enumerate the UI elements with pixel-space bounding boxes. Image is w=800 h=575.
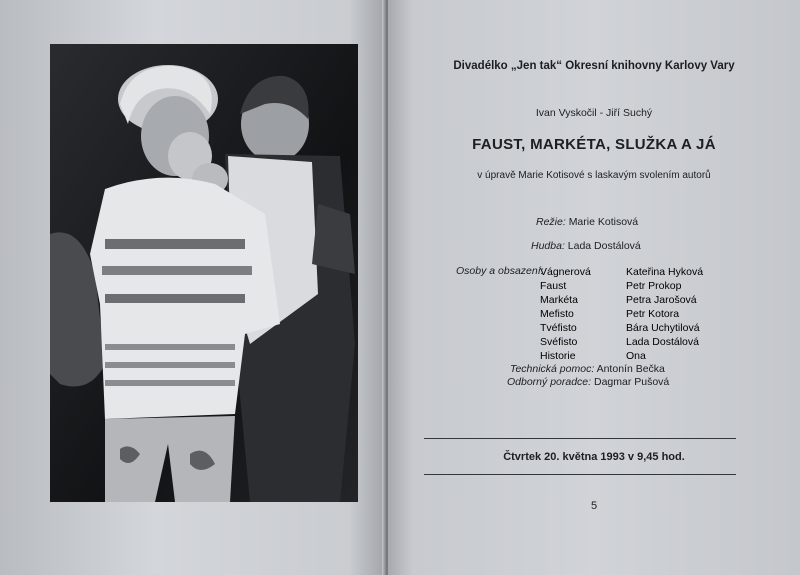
cast-actor: Kateřina Hyková xyxy=(626,266,704,278)
music-credit xyxy=(531,240,641,252)
cast-actor: Petra Jarošová xyxy=(626,294,697,306)
cast-role: Markéta xyxy=(540,294,578,306)
right-page xyxy=(388,0,800,575)
technical-help-value: Antonín Bečka xyxy=(596,363,665,375)
cast-actor: Bára Uchytilová xyxy=(626,322,700,334)
cast-roles xyxy=(540,265,591,363)
cast-actor: Lada Dostálová xyxy=(626,336,699,348)
divider-top xyxy=(424,438,736,439)
performance-date: Čtvrtek 20. května 1993 v 9,45 hod. xyxy=(503,451,685,463)
expert-advisor xyxy=(507,376,669,388)
music-label: Hudba: xyxy=(531,240,565,252)
cast-role: Vágnerová xyxy=(540,266,591,278)
left-page xyxy=(0,0,388,575)
authors: Ivan Vyskočil - Jiří Suchý xyxy=(535,107,653,119)
directing-value: Marie Kotisová xyxy=(568,216,639,228)
technical-help xyxy=(510,363,665,375)
cast-label: Osoby a obsazení: xyxy=(456,265,544,277)
cast-actor: Ona xyxy=(626,350,646,362)
theatre-header: Divadélko „Jen tak“ Okresní knihovny Karlovy Vary xyxy=(453,60,735,72)
directing-credit xyxy=(536,216,638,228)
technical-help-label: Technická pomoc: xyxy=(510,363,595,375)
cast-role: Faust xyxy=(540,280,567,292)
cast-actors xyxy=(626,265,703,363)
music-value: Lada Dostálová xyxy=(567,240,641,252)
cast-role: Tvéfisto xyxy=(540,322,577,334)
expert-advisor-label: Odborný poradce: xyxy=(507,376,592,388)
divider-bottom xyxy=(424,474,736,475)
cast-role: Mefisto xyxy=(540,308,574,320)
directing-label: Režie: xyxy=(536,216,566,228)
cast-role: Historie xyxy=(540,350,576,362)
cast-actor: Petr Prokop xyxy=(626,280,682,292)
adaptation-note: v úpravě Marie Kotisové s laskavým svolením autorů xyxy=(477,170,711,181)
cast-role: Svéfisto xyxy=(540,336,578,348)
photo-illustration xyxy=(50,44,358,502)
theatre-photograph xyxy=(50,44,358,502)
cast-actor: Petr Kotora xyxy=(626,308,680,320)
page-number: 5 xyxy=(590,500,598,512)
expert-advisor-value: Dagmar Pušová xyxy=(593,376,670,388)
play-title: FAUST, MARKÉTA, SLUŽKA A JÁ xyxy=(472,136,716,153)
